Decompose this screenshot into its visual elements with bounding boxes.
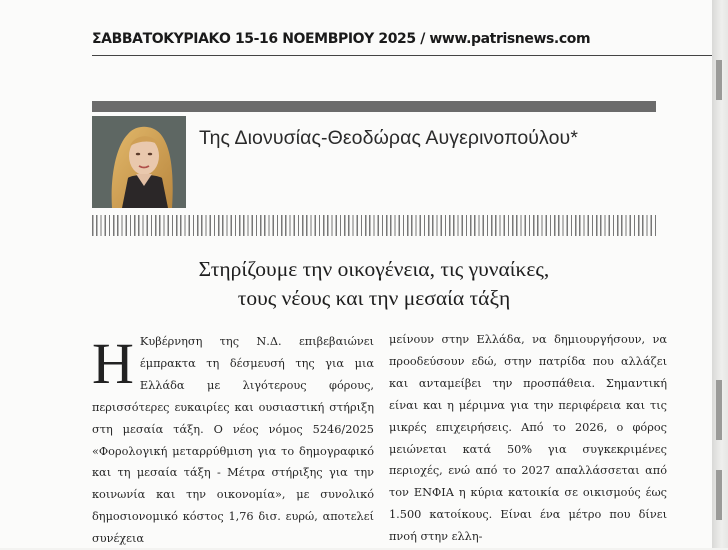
article-column-1 xyxy=(92,331,374,550)
edge-mark xyxy=(716,380,722,440)
edge-mark xyxy=(716,470,722,520)
section-grey-bar xyxy=(92,101,656,112)
top-rule-divider xyxy=(92,55,712,56)
article-headline xyxy=(92,255,656,313)
author-photo xyxy=(92,116,186,208)
column-2-text: μείνουν στην Ελλάδα, να δημιουργήσουν, να προοδεύσουν εδώ, στην πατρίδα που αλλάζει και ανταμείβει την προσπάθεια. Σημαντική είναι και η μέριμνα για την περιφέρεια και τις μικρές επιχειρήσεις. Από το 2026, ο φόρος μειώνεται κατά 50% για συγκεκριμένες περιοχές, ενώ από το 2027 απαλλάσσεται από τον ΕΝΦΙΑ η κύρια κατοικία σε οικισμούς έως 1.500 κατοίκους. Είναι ένα μέτρο που δίνει πνοή στην ελλη- xyxy=(389,333,667,544)
drop-cap: Η xyxy=(92,331,134,396)
hatched-divider xyxy=(92,215,656,236)
article-column-2 xyxy=(389,329,667,548)
author-portrait-icon xyxy=(92,116,186,208)
headline-line-1: Στηρίζουμε την οικογένεια, τις γυναίκες, xyxy=(198,257,550,281)
masthead: ΣΑΒΒΑΤΟΚΥΡΙΑΚΟ 15-16 ΝΟΕΜΒΡΙΟΥ 2025 / www.patrisnews.com xyxy=(92,31,591,47)
column-1-text: Κυβέρνηση της Ν.Δ. επιβεβαιώνει έμπρακτα τη δέσμευσή της για μια Ελλάδα με λιγότερους φόρους, περισσότερες ευκαιρίες και ουσιαστική στήριξη στη μεσαία τάξη. Ο νέος νόμος 5246/2025 «Φορολογική μεταρρύθμιση για το δημογραφικό και τη μεσαία τάξη - Μέτρα στήριξης για την κοινωνία και την οικονομία», με συνολικό δημοσιονομικό κόστος 1,76 δισ. ευρώ, αποτελεί συνέχεια xyxy=(92,335,374,546)
headline-line-2: τους νέους και την μεσαία τάξη xyxy=(237,286,511,310)
author-byline: Της Διονυσίας-Θεοδώρας Αυγερινοπούλου* xyxy=(199,127,579,149)
page-edge-shadow xyxy=(712,0,728,548)
edge-mark xyxy=(716,60,722,100)
